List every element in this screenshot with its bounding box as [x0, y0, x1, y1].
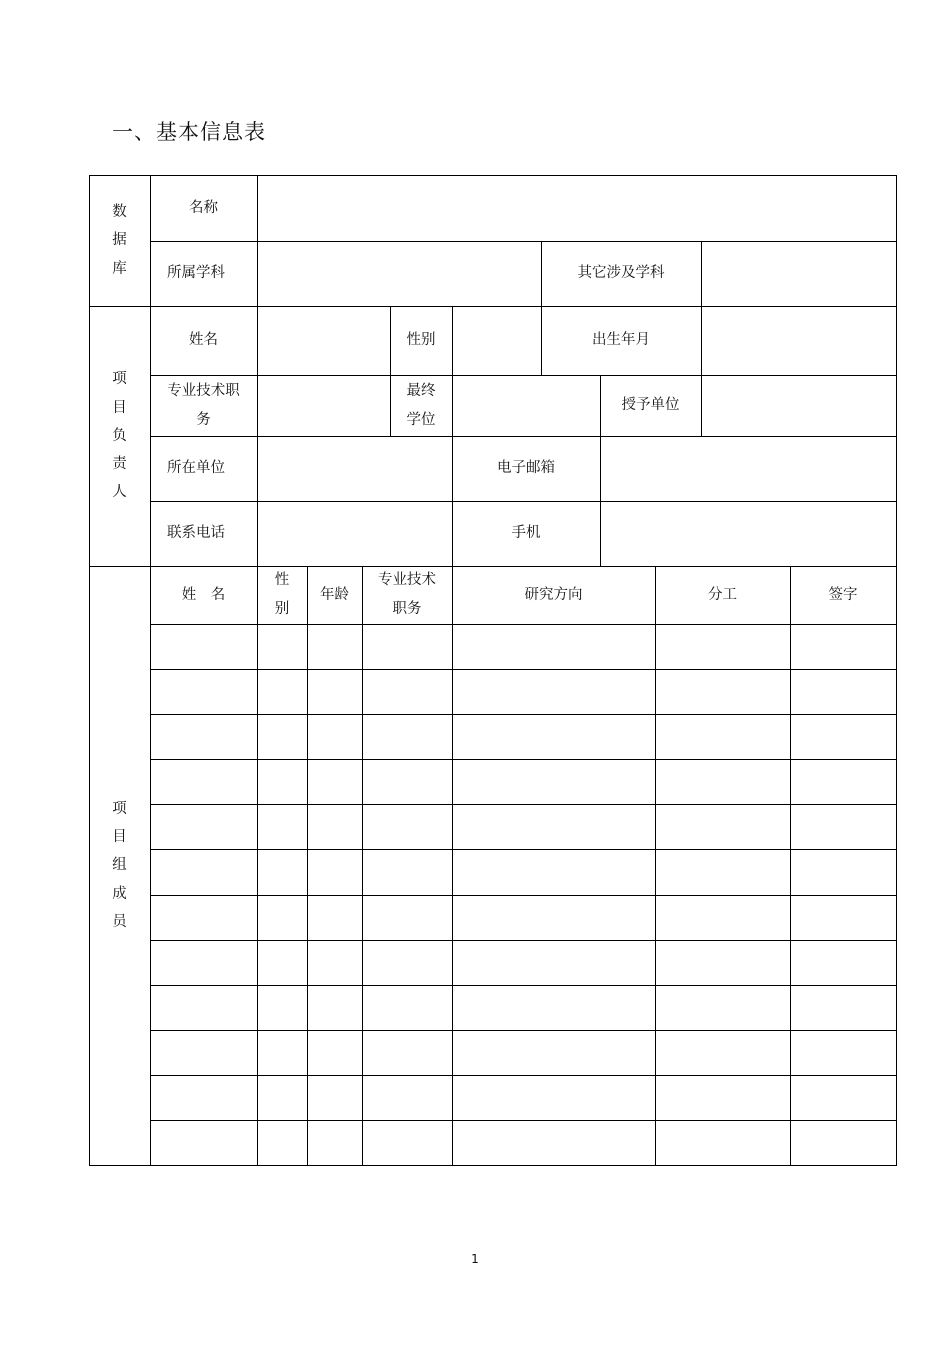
member-gender-cell[interactable]	[257, 804, 307, 849]
members-group-label-char: 员	[112, 913, 127, 930]
member-name-cell[interactable]	[150, 759, 257, 804]
members-header-gender: 性 别	[274, 572, 290, 617]
leader-title-label: 专业技术职 务	[167, 382, 240, 428]
member-division-cell[interactable]	[655, 759, 790, 804]
leader-birth-label: 出生年月	[592, 332, 650, 349]
member-signature-cell[interactable]	[790, 804, 896, 849]
leader-unit-label: 所在单位	[167, 460, 225, 477]
member-gender-cell[interactable]	[257, 669, 307, 714]
member-title-cell[interactable]	[362, 804, 452, 849]
member-title-cell[interactable]	[362, 940, 452, 985]
leader-gender-label: 性别	[406, 332, 436, 349]
leader-degree-label: 最终 学位	[406, 382, 436, 428]
member-signature-cell[interactable]	[790, 669, 896, 714]
page-title: 一、基本信息表	[112, 120, 266, 144]
member-age-cell[interactable]	[307, 940, 362, 985]
leader-group-label	[89, 306, 150, 566]
database-group-label-char: 数	[112, 204, 127, 221]
member-signature-cell[interactable]	[790, 1120, 896, 1165]
member-signature-cell[interactable]	[790, 624, 896, 669]
member-division-cell[interactable]	[655, 895, 790, 940]
member-research-direction-cell[interactable]	[452, 759, 655, 804]
member-name-cell[interactable]	[150, 1030, 257, 1075]
member-name-cell[interactable]	[150, 940, 257, 985]
leader-group-label-char: 目	[112, 399, 127, 416]
member-gender-cell[interactable]	[257, 1075, 307, 1120]
member-signature-cell[interactable]	[790, 940, 896, 985]
member-division-cell[interactable]	[655, 1075, 790, 1120]
members-header-division: 分工	[708, 586, 737, 603]
member-division-cell[interactable]	[655, 985, 790, 1030]
member-division-cell[interactable]	[655, 669, 790, 714]
leader-group-label-char: 负	[112, 427, 127, 444]
database-group-label-char: 据	[112, 232, 127, 249]
leader-degree-field[interactable]	[452, 375, 600, 436]
page-number: 1	[471, 1252, 479, 1266]
member-title-cell[interactable]	[362, 985, 452, 1030]
member-gender-cell[interactable]	[257, 895, 307, 940]
other-discipline-field[interactable]	[701, 241, 896, 306]
member-gender-cell[interactable]	[257, 759, 307, 804]
leader-name-field[interactable]	[257, 306, 390, 375]
member-title-cell[interactable]	[362, 759, 452, 804]
member-name-cell[interactable]	[150, 985, 257, 1030]
member-research-direction-cell[interactable]	[452, 1030, 655, 1075]
members-group-label-char: 成	[112, 885, 127, 902]
member-gender-cell[interactable]	[257, 849, 307, 895]
member-title-cell[interactable]	[362, 624, 452, 669]
member-name-cell[interactable]	[150, 1075, 257, 1120]
member-age-cell[interactable]	[307, 714, 362, 759]
member-signature-cell[interactable]	[790, 985, 896, 1030]
member-name-cell[interactable]	[150, 895, 257, 940]
member-signature-cell[interactable]	[790, 714, 896, 759]
member-signature-cell[interactable]	[790, 1030, 896, 1075]
member-age-cell[interactable]	[307, 985, 362, 1030]
member-title-cell[interactable]	[362, 1030, 452, 1075]
member-research-direction-cell[interactable]	[452, 714, 655, 759]
member-title-cell[interactable]	[362, 1075, 452, 1120]
member-name-cell[interactable]	[150, 669, 257, 714]
member-gender-cell[interactable]	[257, 985, 307, 1030]
member-age-cell[interactable]	[307, 1120, 362, 1165]
member-name-cell[interactable]	[150, 1120, 257, 1165]
member-research-direction-cell[interactable]	[452, 804, 655, 849]
members-group-label-char: 组	[112, 857, 127, 874]
member-name-cell[interactable]	[150, 714, 257, 759]
member-age-cell[interactable]	[307, 895, 362, 940]
members-header-research-direction: 研究方向	[524, 586, 583, 603]
leader-unit-field[interactable]	[257, 436, 452, 501]
leader-phone-field[interactable]	[257, 501, 452, 566]
members-header-signature: 签字	[828, 586, 858, 603]
member-age-cell[interactable]	[307, 624, 362, 669]
member-research-direction-cell[interactable]	[452, 940, 655, 985]
member-division-cell[interactable]	[655, 804, 790, 849]
leader-name-label: 姓名	[189, 332, 218, 349]
member-research-direction-cell[interactable]	[452, 985, 655, 1030]
member-title-cell[interactable]	[362, 669, 452, 714]
leader-phone-label: 联系电话	[167, 525, 225, 542]
member-name-cell[interactable]	[150, 624, 257, 669]
leader-grant-unit-label: 授予单位	[621, 397, 680, 414]
member-gender-cell[interactable]	[257, 1030, 307, 1075]
leader-email-label: 电子邮箱	[497, 460, 555, 477]
member-division-cell[interactable]	[655, 1030, 790, 1075]
member-name-cell[interactable]	[150, 804, 257, 849]
member-research-direction-cell[interactable]	[452, 624, 655, 669]
leader-mobile-field[interactable]	[600, 501, 896, 566]
member-gender-cell[interactable]	[257, 624, 307, 669]
member-gender-cell[interactable]	[257, 1120, 307, 1165]
member-research-direction-cell[interactable]	[452, 895, 655, 940]
member-division-cell[interactable]	[655, 940, 790, 985]
members-group-label-char: 项	[112, 800, 127, 817]
member-age-cell[interactable]	[307, 759, 362, 804]
member-title-cell[interactable]	[362, 714, 452, 759]
member-gender-cell[interactable]	[257, 714, 307, 759]
member-division-cell[interactable]	[655, 624, 790, 669]
member-title-cell[interactable]	[362, 895, 452, 940]
member-age-cell[interactable]	[307, 804, 362, 849]
member-title-cell[interactable]	[362, 849, 452, 895]
discipline-field[interactable]	[257, 241, 541, 306]
member-age-cell[interactable]	[307, 1075, 362, 1120]
members-group-label	[89, 566, 150, 1165]
table-rule	[89, 1165, 897, 1166]
member-signature-cell[interactable]	[790, 895, 896, 940]
members-group-label-char: 目	[112, 829, 127, 846]
member-signature-cell[interactable]	[790, 849, 896, 895]
leader-title-field[interactable]	[257, 375, 390, 436]
leader-group-label-char: 项	[112, 371, 127, 388]
member-research-direction-cell[interactable]	[452, 1120, 655, 1165]
member-division-cell[interactable]	[655, 849, 790, 895]
database-group-label	[89, 175, 150, 306]
member-division-cell[interactable]	[655, 1120, 790, 1165]
member-name-cell[interactable]	[150, 849, 257, 895]
member-division-cell[interactable]	[655, 714, 790, 759]
members-header-title: 专业技术 职务	[378, 572, 436, 617]
leader-group-label-char: 人	[112, 484, 127, 501]
leader-email-field[interactable]	[600, 436, 896, 501]
database-group-label-char: 库	[112, 260, 127, 277]
member-age-cell[interactable]	[307, 1030, 362, 1075]
leader-gender-field[interactable]	[452, 306, 541, 375]
member-research-direction-cell[interactable]	[452, 1075, 655, 1120]
members-header-name: 姓 名	[181, 586, 226, 603]
member-gender-cell[interactable]	[257, 940, 307, 985]
members-header-age: 年龄	[320, 586, 349, 603]
leader-birth-field[interactable]	[701, 306, 896, 375]
discipline-label: 所属学科	[167, 265, 225, 282]
leader-group-label-char: 责	[112, 456, 127, 473]
member-research-direction-cell[interactable]	[452, 669, 655, 714]
member-age-cell[interactable]	[307, 849, 362, 895]
member-title-cell[interactable]	[362, 1120, 452, 1165]
other-discipline-label: 其它涉及学科	[577, 265, 665, 282]
table-rule	[896, 566, 897, 1166]
leader-grant-unit-field[interactable]	[701, 375, 896, 436]
member-signature-cell[interactable]	[790, 1075, 896, 1120]
member-age-cell[interactable]	[307, 669, 362, 714]
member-research-direction-cell[interactable]	[452, 849, 655, 895]
member-signature-cell[interactable]	[790, 759, 896, 804]
leader-mobile-label: 手机	[511, 525, 541, 542]
database-name-field[interactable]	[257, 175, 896, 241]
name-label: 名称	[189, 199, 218, 216]
